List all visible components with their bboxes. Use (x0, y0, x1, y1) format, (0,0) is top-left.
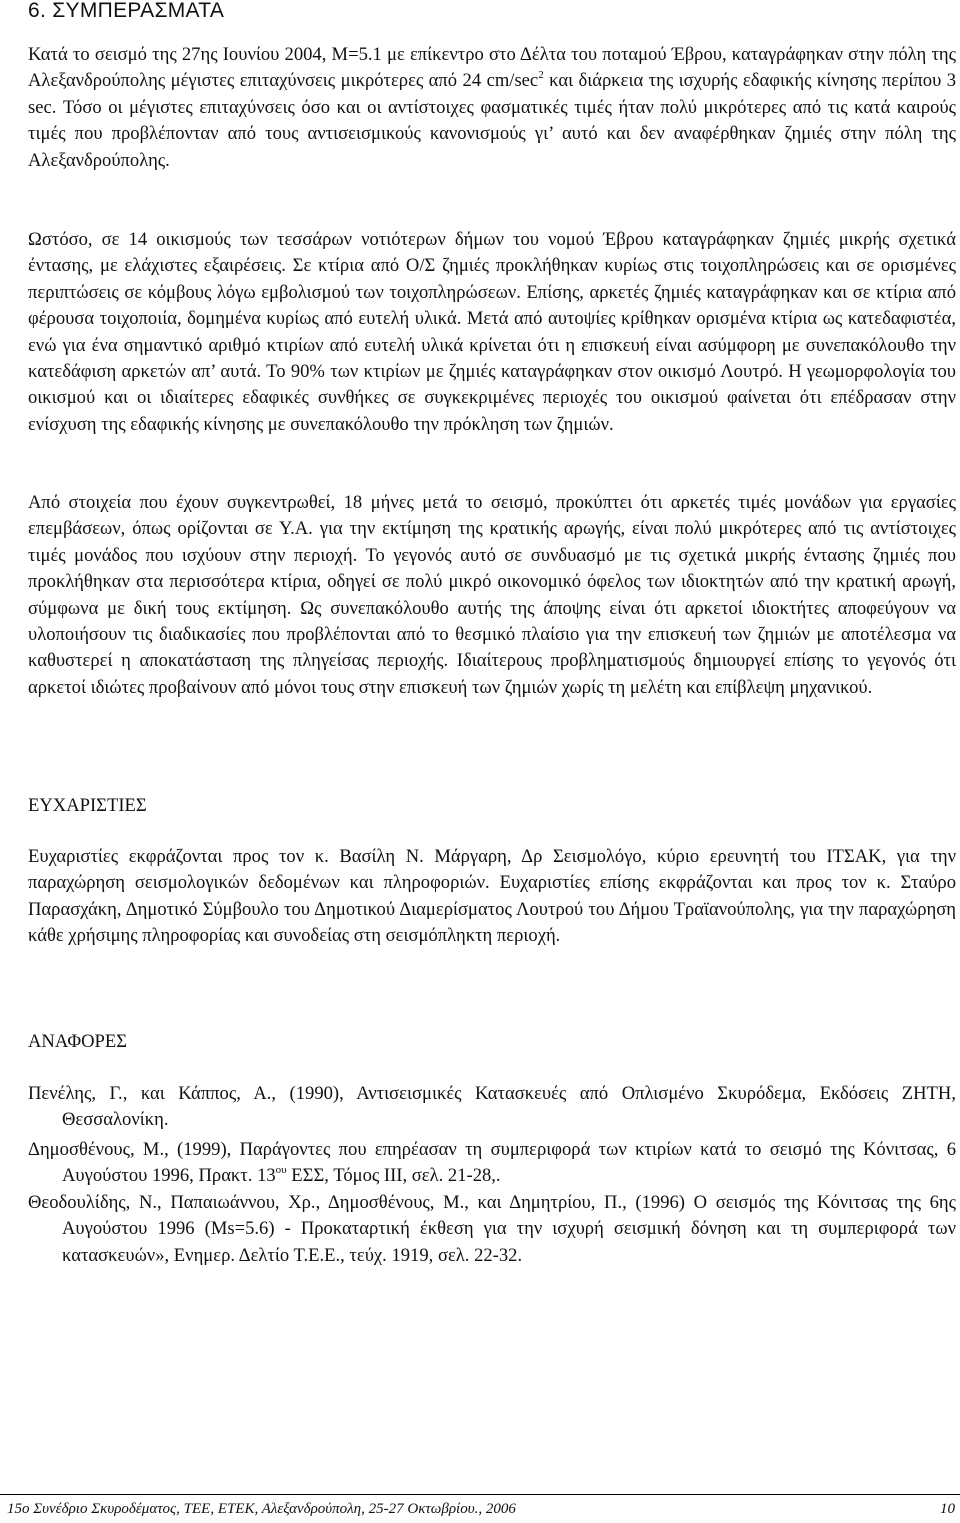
acknowledgements-text: Ευχαριστίες εκφράζονται προς τον κ. Βασίλη Ν. Μάργαρη, Δρ Σεισμολόγο, κύριο ερευνητή του ΙΤΣΑΚ, για την παραχώρηση σεισμολογικών δεδομένων και πληροφοριών. Ευχαριστίες επίσης εκφράζονται και προς τον κ. Σταύρο Παρασχάκη, Δημοτικό Σύμβουλο του Δημοτικού Διαμερίσματος Λουτρού του Δήμου Τραϊανούπολης, για την παραχώρηση κάθε χρήσιμης πληροφορίας και συνοδείας στη σεισμόπληκτη περιοχή. (28, 846, 956, 947)
conclusions-paragraph-1: Κατά το σεισμό της 27ης Ιουνίου 2004, Μ=5.1 με επίκεντρο στο Δέλτα του ποταμού Έβρου, καταγράφηκαν στην πόλη της Αλεξανδρούπολης μέγιστες επιταχύνσεις μικρότερες από 24 $cm/\sec^2$ και διάρκεια της ισχυρής εδαφικής κίνησης περίπου 3 sec. Τόσο οι μέγιστες επιταχύνσεις όσο και οι αντίστοιχες φασματικές τιμές ήταν πολύ μικρότερες από τις κατά καιρούς τιμές που προβλέπονταν από τους αντισεισμικούς κανονισμούς γι’ αυτό και δεν αναφέρθηκαν ζημιές στην πόλη της Αλεξανδρούπολης. (28, 44, 957, 171)
acknowledgements-heading: ΕΥΧΑΡΙΣΤΙΕΣ (28, 795, 147, 816)
conclusions-paragraph-3: Από στοιχεία που έχουν συγκεντρωθεί, 18 μήνες μετά το σεισμό, προκύπτει ότι αρκετές τιμές μονάδων για εργασίες επεμβάσεων, όπως ορίζονται σε Υ.Α. για την εκτίμηση της κρατικής αρωγής, είναι πολύ μικρότερες από τις αντίστοιχες τιμές μονάδος που ισχύουν στην περιοχή. Το γεγονός αυτό σε συνδυασμό με τις σχετικά μικρής έντασης ζημιές που προκλήθηκαν στα περισσότερα κτίρια, οδηγεί σε πολύ μικρό οικονομικό όφελος των ιδιοκτητών από την κρατική αρωγή, σύμφωνα με δική τους εκτίμηση. Ως συνεπακόλουθο αυτής της άποψης είναι ότι αρκετοί ιδιοκτήτες αποφεύγουν να υλοποιήσουν τις διαδικασίες που προβλέπονται από το θεσμικό πλαίσιο για την επισκευή των ζημιών με αποτέλεσμα να καθυστερεί η αποκατάσταση της πληγείσας περιοχής. Ιδιαίτερους προβληματισμούς δημιουργεί επίσης το γεγονός ότι αρκετοί ιδιώτες προβαίνουν από μόνοι τους στην επισκευή των ζημιών χωρίς τη μελέτη και επίβλεψη μηχανικού. (28, 492, 956, 698)
reference-item: Δημοσθένους, Μ., (1999), Παράγοντες που επηρέασαν τη συμπεριφορά των κτιρίων κατά το σεισμό της Κόνιτσας, 6 Αυγούστου 1996, Πρακτ. $13^{o\upsilon}$ ΕΣΣ, Τόμος ΙΙΙ, σελ. 21-28,. (28, 1139, 956, 1187)
conclusions-paragraph-2: Ωστόσο, σε 14 οικισμούς των τεσσάρων νοτιότερων δήμων του νομού Έβρου καταγράφηκαν ζημιές μικρής σχετικά έντασης, με ελάχιστες εξαιρέσεις. Σε κτίρια από Ο/Σ ζημιές προκλήθηκαν κυρίως στις τοιχοπληρώσεις και σε ορισμένες περιπτώσεις σε κόμβους λόγω εμβολισμού των τοιχοπληρώσεων. Επίσης, αρκετές ζημιές καταγράφηκαν και σε κτίρια από φέρουσα τοιχοποιία, δομημένα κυρίως από ευτελή υλικά. Μετά από αυτοψίες κρίθηκαν ορισμένα κτίρια ως κατεδαφιστέα, ενώ για ένα σημαντικό αριθμό κτιρίων από ευτελή υλικά κρίνεται ότι η επισκευή είναι ασύμφορη με συνεπακόλουθο την κατεδάφιση αρκετών απ’ αυτά. Το 90% των κτιρίων με ζημιές καταγράφηκαν στον οικισμό Λουτρό. Η γεωμορφολογία του οικισμού και οι ιδιαίτερες εδαφικές συνθήκες σε συγκεκριμένες περιοχές του οικισμού φαίνεται ότι επέδρασαν στην ενίσχυση της εδαφικής κίνησης με συνεπακόλουθο την πρόκληση των ζημιών. (28, 229, 956, 435)
references-heading: ΑΝΑΦΟΡΕΣ (28, 1031, 128, 1052)
footer-conference: 15ο Συνέδριο Σκυροδέματος, ΤΕΕ, ΕΤΕΚ, Αλεξανδρούπολη, 25-27 Οκτωβρίου., 2006 (7, 1501, 516, 1517)
reference-item: Πενέλης, Γ., και Κάππος, Α., (1990), Αντισεισμικές Κατασκευές από Οπλισμένο Σκυρόδεμα, Εκδόσεις ΖΗΤΗ, Θεσσαλονίκη. (28, 1083, 956, 1131)
reference-item: Θεοδουλίδης, Ν., Παπαιωάννου, Χρ., Δημοσθένους, Μ., και Δημητρίου, Π., (1996) Ο σεισμός της Κόνιτσας της 6ης Αυγούστου 1996 (Ms=5.6) - Προκαταρτική έκθεση για την ισχυρή σεισμική δόνηση και τη συμπεριφορά των κατασκευών», Ενημερ. Δελτίο Τ.Ε.Ε., τεύχ. 1919, σελ. 22-32. (28, 1192, 956, 1266)
footer-divider (0, 1494, 960, 1495)
page-number: 10 (940, 1501, 955, 1517)
section-title: 6. ΣΥΜΠΕΡΑΣΜΑΤΑ (28, 0, 225, 22)
